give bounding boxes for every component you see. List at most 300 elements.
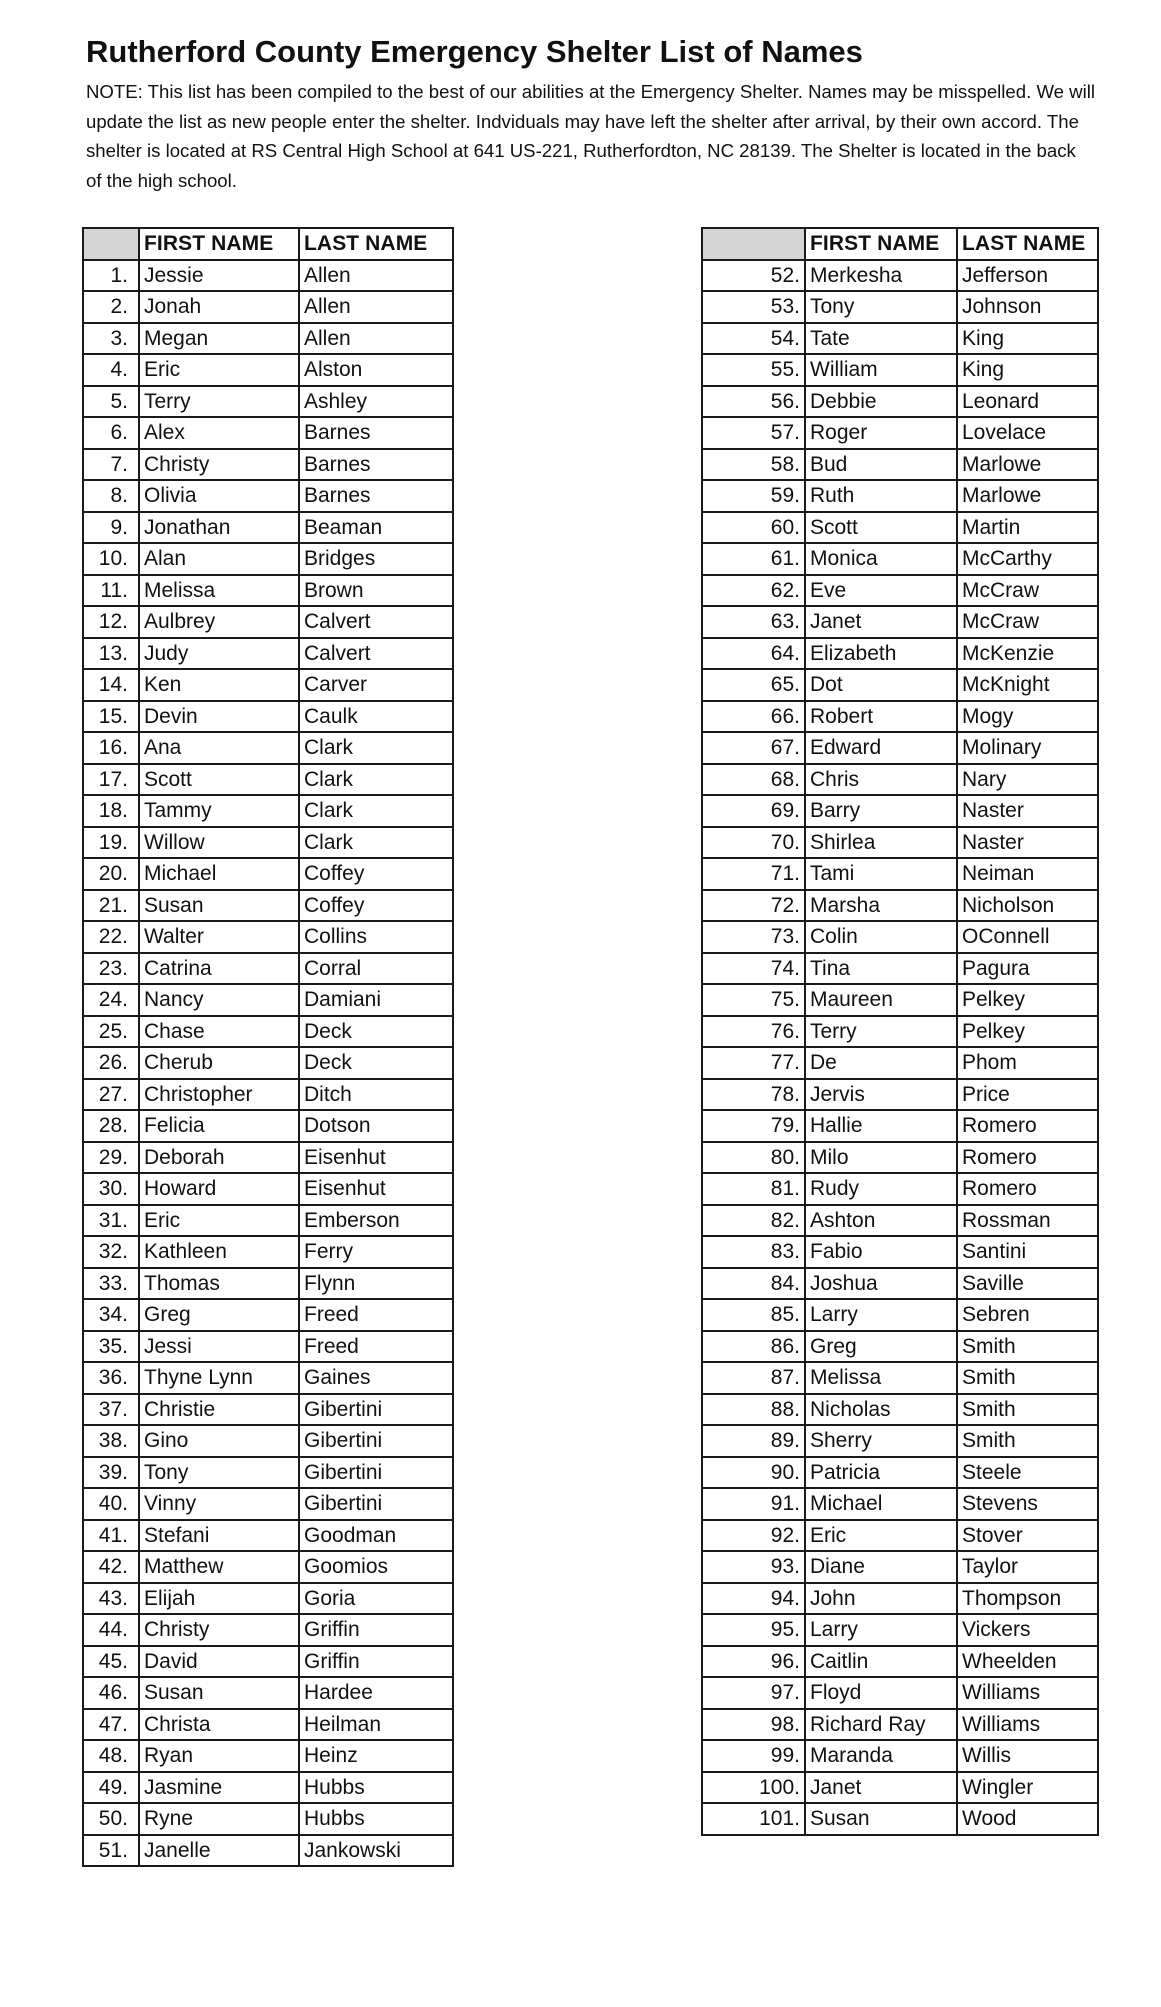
table-row [702,1772,1098,1804]
row-number: 89. [702,1425,805,1457]
last-name-cell: Rossman [957,1205,1098,1237]
last-name-cell: Eisenhut [299,1142,453,1174]
last-name-cell: Wood [957,1803,1098,1835]
row-number: 34. [83,1299,139,1331]
row-number: 64. [702,638,805,670]
table-row [702,827,1098,859]
row-number: 96. [702,1646,805,1678]
first-name-cell: Scott [805,512,957,544]
last-name-cell: Pagura [957,953,1098,985]
row-number: 13. [83,638,139,670]
shelter-note: NOTE: This list has been compiled to the best of our abilities at the Emergency Shelter. Names may be misspelled. We will update the list as new people enter the shelter. Indviduals may have left the shelter after arrival, by their own accord. The shelter is located at RS Central High School at 641 US-221, Rutherfordton, NC 28139. The Shelter is located in the back of the high school. [86,81,1095,191]
last-name-cell: Beaman [299,512,453,544]
first-name-cell: Milo [805,1142,957,1174]
header-number-cell [83,228,139,260]
last-name-cell: Deck [299,1016,453,1048]
row-number: 95. [702,1614,805,1646]
last-name-cell: King [957,354,1098,386]
last-name-cell: Brown [299,575,453,607]
first-name-cell: Tina [805,953,957,985]
first-name-header: FIRST NAME [139,228,299,260]
last-name-cell: Steele [957,1457,1098,1489]
table-row [83,795,453,827]
last-name-cell: Flynn [299,1268,453,1300]
row-number: 50. [83,1803,139,1835]
table-row [702,1803,1098,1835]
row-number: 93. [702,1551,805,1583]
row-number: 57. [702,417,805,449]
first-name-cell: Shirlea [805,827,957,859]
table-row [702,701,1098,733]
last-name-cell: Martin [957,512,1098,544]
last-name-cell: Santini [957,1236,1098,1268]
table-header-row [702,228,1098,260]
first-name-cell: Greg [805,1331,957,1363]
last-name-cell: Clark [299,764,453,796]
first-name-cell: Janelle [139,1835,299,1867]
first-name-cell: Judy [139,638,299,670]
row-number: 81. [702,1173,805,1205]
table-row [702,575,1098,607]
table-row [702,480,1098,512]
table-row [83,1520,453,1552]
first-name-cell: Greg [139,1299,299,1331]
first-name-cell: Eric [139,1205,299,1237]
table-row [83,512,453,544]
last-name-cell: Leonard [957,386,1098,418]
names-table-right [701,227,1099,1836]
table-row [83,827,453,859]
row-number: 26. [83,1047,139,1079]
row-number: 21. [83,890,139,922]
last-name-cell: Smith [957,1362,1098,1394]
first-name-cell: John [805,1583,957,1615]
table-row [83,1772,453,1804]
last-name-header: LAST NAME [957,228,1098,260]
first-name-cell: Elijah [139,1583,299,1615]
table-row [702,890,1098,922]
last-name-cell: Goomios [299,1551,453,1583]
row-number: 82. [702,1205,805,1237]
first-name-cell: Matthew [139,1551,299,1583]
first-name-cell: Ruth [805,480,957,512]
table-row [702,1047,1098,1079]
table-row [83,1551,453,1583]
row-number: 9. [83,512,139,544]
first-name-cell: Eve [805,575,957,607]
first-name-cell: Caitlin [805,1646,957,1678]
first-name-cell: Fabio [805,1236,957,1268]
first-name-cell: Jervis [805,1079,957,1111]
last-name-cell: Thompson [957,1583,1098,1615]
last-name-cell: Goria [299,1583,453,1615]
row-number: 20. [83,858,139,890]
table-row [702,386,1098,418]
last-name-cell: Corral [299,953,453,985]
first-name-cell: Tammy [139,795,299,827]
first-name-cell: Debbie [805,386,957,418]
table-row [702,1173,1098,1205]
row-number: 46. [83,1677,139,1709]
first-name-cell: Stefani [139,1520,299,1552]
last-name-cell: Wingler [957,1772,1098,1804]
row-number: 90. [702,1457,805,1489]
table-row [702,260,1098,292]
row-number: 78. [702,1079,805,1111]
first-name-cell: Robert [805,701,957,733]
row-number: 49. [83,1772,139,1804]
first-name-cell: Tony [139,1457,299,1489]
last-name-cell: Emberson [299,1205,453,1237]
first-name-cell: Tami [805,858,957,890]
last-name-cell: Nary [957,764,1098,796]
names-table-body-left [83,260,453,1867]
last-name-cell: Deck [299,1047,453,1079]
table-row [702,1457,1098,1489]
last-name-cell: Barnes [299,449,453,481]
row-number: 94. [702,1583,805,1615]
row-number: 40. [83,1488,139,1520]
table-row [702,1646,1098,1678]
last-name-cell: Coffey [299,890,453,922]
row-number: 53. [702,291,805,323]
table-row [83,732,453,764]
table-row [83,1740,453,1772]
first-name-cell: Larry [805,1614,957,1646]
row-number: 67. [702,732,805,764]
last-name-cell: Johnson [957,291,1098,323]
table-row [702,858,1098,890]
row-number: 48. [83,1740,139,1772]
first-name-cell: Susan [139,1677,299,1709]
last-name-cell: Bridges [299,543,453,575]
row-number: 62. [702,575,805,607]
last-name-cell: Smith [957,1425,1098,1457]
table-row [702,543,1098,575]
row-number: 55. [702,354,805,386]
table-row [702,764,1098,796]
last-name-cell: Freed [299,1299,453,1331]
row-number: 3. [83,323,139,355]
row-number: 98. [702,1709,805,1741]
first-name-cell: Thyne Lynn [139,1362,299,1394]
row-number: 100. [702,1772,805,1804]
last-name-cell: Clark [299,827,453,859]
table-row [702,1236,1098,1268]
first-name-cell: Marsha [805,890,957,922]
table-row [702,1520,1098,1552]
row-number: 72. [702,890,805,922]
table-row [702,1268,1098,1300]
row-number: 18. [83,795,139,827]
last-name-cell: Pelkey [957,1016,1098,1048]
first-name-cell: Melissa [139,575,299,607]
last-name-cell: McKnight [957,669,1098,701]
row-number: 66. [702,701,805,733]
row-number: 70. [702,827,805,859]
last-name-cell: Stover [957,1520,1098,1552]
row-number: 25. [83,1016,139,1048]
last-name-cell: Gibertini [299,1457,453,1489]
row-number: 65. [702,669,805,701]
first-name-cell: Terry [805,1016,957,1048]
first-name-cell: Jasmine [139,1772,299,1804]
first-name-cell: Ashton [805,1205,957,1237]
first-name-cell: Vinny [139,1488,299,1520]
first-name-cell: Gino [139,1425,299,1457]
table-row [83,323,453,355]
first-name-cell: Hallie [805,1110,957,1142]
first-name-cell: Larry [805,1299,957,1331]
row-number: 47. [83,1709,139,1741]
row-number: 8. [83,480,139,512]
row-number: 38. [83,1425,139,1457]
last-name-cell: Mogy [957,701,1098,733]
row-number: 12. [83,606,139,638]
last-name-cell: Ashley [299,386,453,418]
first-name-cell: Jessi [139,1331,299,1363]
first-name-cell: Alex [139,417,299,449]
row-number: 86. [702,1331,805,1363]
table-row [702,354,1098,386]
last-name-cell: Griffin [299,1646,453,1678]
first-name-cell: Cherub [139,1047,299,1079]
table-row [702,323,1098,355]
table-row [83,1205,453,1237]
last-name-cell: Naster [957,827,1098,859]
last-name-cell: Nicholson [957,890,1098,922]
row-number: 44. [83,1614,139,1646]
first-name-cell: Monica [805,543,957,575]
table-row [702,1709,1098,1741]
row-number: 73. [702,921,805,953]
last-name-cell: Calvert [299,638,453,670]
last-name-cell: Vickers [957,1614,1098,1646]
row-number: 6. [83,417,139,449]
row-number: 10. [83,543,139,575]
table-row [83,1047,453,1079]
row-number: 59. [702,480,805,512]
first-name-cell: Chris [805,764,957,796]
first-name-cell: Deborah [139,1142,299,1174]
row-number: 29. [83,1142,139,1174]
table-header-row [83,228,453,260]
row-number: 79. [702,1110,805,1142]
row-number: 39. [83,1457,139,1489]
first-name-cell: Megan [139,323,299,355]
first-name-cell: Melissa [805,1362,957,1394]
table-row [702,1205,1098,1237]
row-number: 37. [83,1394,139,1426]
table-row [83,858,453,890]
last-name-cell: Phom [957,1047,1098,1079]
row-number: 56. [702,386,805,418]
row-number: 74. [702,953,805,985]
first-name-cell: Bud [805,449,957,481]
table-row [702,1740,1098,1772]
table-row [702,449,1098,481]
last-name-cell: Caulk [299,701,453,733]
last-name-cell: Marlowe [957,480,1098,512]
row-number: 19. [83,827,139,859]
row-number: 88. [702,1394,805,1426]
row-number: 35. [83,1331,139,1363]
row-number: 77. [702,1047,805,1079]
row-number: 7. [83,449,139,481]
table-row [83,1457,453,1489]
table-row [83,1394,453,1426]
first-name-cell: Christa [139,1709,299,1741]
last-name-cell: Allen [299,291,453,323]
row-number: 68. [702,764,805,796]
row-number: 84. [702,1268,805,1300]
last-name-cell: Neiman [957,858,1098,890]
row-number: 22. [83,921,139,953]
last-name-cell: Goodman [299,1520,453,1552]
first-name-cell: Joshua [805,1268,957,1300]
row-number: 1. [83,260,139,292]
table-row [702,638,1098,670]
first-name-cell: Ryan [139,1740,299,1772]
row-number: 51. [83,1835,139,1867]
table-row [83,764,453,796]
last-name-cell: Price [957,1079,1098,1111]
row-number: 11. [83,575,139,607]
table-row [702,1331,1098,1363]
last-name-cell: Willis [957,1740,1098,1772]
row-number: 99. [702,1740,805,1772]
table-row [83,1677,453,1709]
last-name-cell: King [957,323,1098,355]
last-name-cell: McCarthy [957,543,1098,575]
table-row [83,291,453,323]
first-name-cell: Elizabeth [805,638,957,670]
last-name-cell: Gibertini [299,1394,453,1426]
last-name-cell: Allen [299,323,453,355]
first-name-cell: Dot [805,669,957,701]
row-number: 76. [702,1016,805,1048]
row-number: 42. [83,1551,139,1583]
row-number: 45. [83,1646,139,1678]
first-name-cell: William [805,354,957,386]
table-row [702,1677,1098,1709]
row-number: 30. [83,1173,139,1205]
last-name-cell: Clark [299,732,453,764]
first-name-cell: Maranda [805,1740,957,1772]
last-name-cell: Heinz [299,1740,453,1772]
last-name-header: LAST NAME [299,228,453,260]
row-number: 4. [83,354,139,386]
table-row [83,984,453,1016]
table-row [83,1016,453,1048]
row-number: 41. [83,1520,139,1552]
first-name-cell: Janet [805,1772,957,1804]
first-name-cell: Rudy [805,1173,957,1205]
table-row [83,1142,453,1174]
last-name-cell: Eisenhut [299,1173,453,1205]
first-name-cell: Ken [139,669,299,701]
table-row [702,1583,1098,1615]
table-row [83,1803,453,1835]
last-name-cell: Sebren [957,1299,1098,1331]
table-row [83,638,453,670]
table-row [702,1362,1098,1394]
row-number: 27. [83,1079,139,1111]
first-name-cell: Thomas [139,1268,299,1300]
row-number: 63. [702,606,805,638]
last-name-cell: Naster [957,795,1098,827]
last-name-cell: Romero [957,1173,1098,1205]
row-number: 80. [702,1142,805,1174]
last-name-cell: Carver [299,669,453,701]
last-name-cell: Collins [299,921,453,953]
last-name-cell: Hardee [299,1677,453,1709]
row-number: 58. [702,449,805,481]
row-number: 5. [83,386,139,418]
table-row [83,575,453,607]
first-name-cell: Nicholas [805,1394,957,1426]
row-number: 14. [83,669,139,701]
first-name-cell: Terry [139,386,299,418]
first-name-cell: Nancy [139,984,299,1016]
first-name-cell: Chase [139,1016,299,1048]
first-name-cell: Tate [805,323,957,355]
first-name-cell: Michael [139,858,299,890]
first-name-cell: De [805,1047,957,1079]
row-number: 97. [702,1677,805,1709]
table-row [702,1551,1098,1583]
table-row [83,260,453,292]
first-name-cell: Devin [139,701,299,733]
names-table-body-right [702,260,1098,1835]
row-number: 32. [83,1236,139,1268]
table-row [83,417,453,449]
last-name-cell: Gaines [299,1362,453,1394]
first-name-cell: Diane [805,1551,957,1583]
first-name-cell: Catrina [139,953,299,985]
last-name-cell: Ditch [299,1079,453,1111]
first-name-cell: Kathleen [139,1236,299,1268]
first-name-cell: Eric [139,354,299,386]
table-row [702,1079,1098,1111]
first-name-cell: Aulbrey [139,606,299,638]
row-number: 71. [702,858,805,890]
row-number: 2. [83,291,139,323]
table-row [83,543,453,575]
first-name-cell: Tony [805,291,957,323]
first-name-cell: Roger [805,417,957,449]
first-name-cell: Susan [139,890,299,922]
row-number: 60. [702,512,805,544]
row-number: 52. [702,260,805,292]
table-row [83,1299,453,1331]
table-row [702,921,1098,953]
last-name-cell: McCraw [957,606,1098,638]
last-name-cell: Smith [957,1394,1098,1426]
last-name-cell: Pelkey [957,984,1098,1016]
first-name-cell: Willow [139,827,299,859]
first-name-cell: Christy [139,449,299,481]
row-number: 92. [702,1520,805,1552]
first-name-cell: Maureen [805,984,957,1016]
first-name-cell: Colin [805,921,957,953]
first-name-cell: Felicia [139,1110,299,1142]
table-row [83,1362,453,1394]
row-number: 91. [702,1488,805,1520]
row-number: 101. [702,1803,805,1835]
table-row [83,1173,453,1205]
last-name-cell: Jefferson [957,260,1098,292]
